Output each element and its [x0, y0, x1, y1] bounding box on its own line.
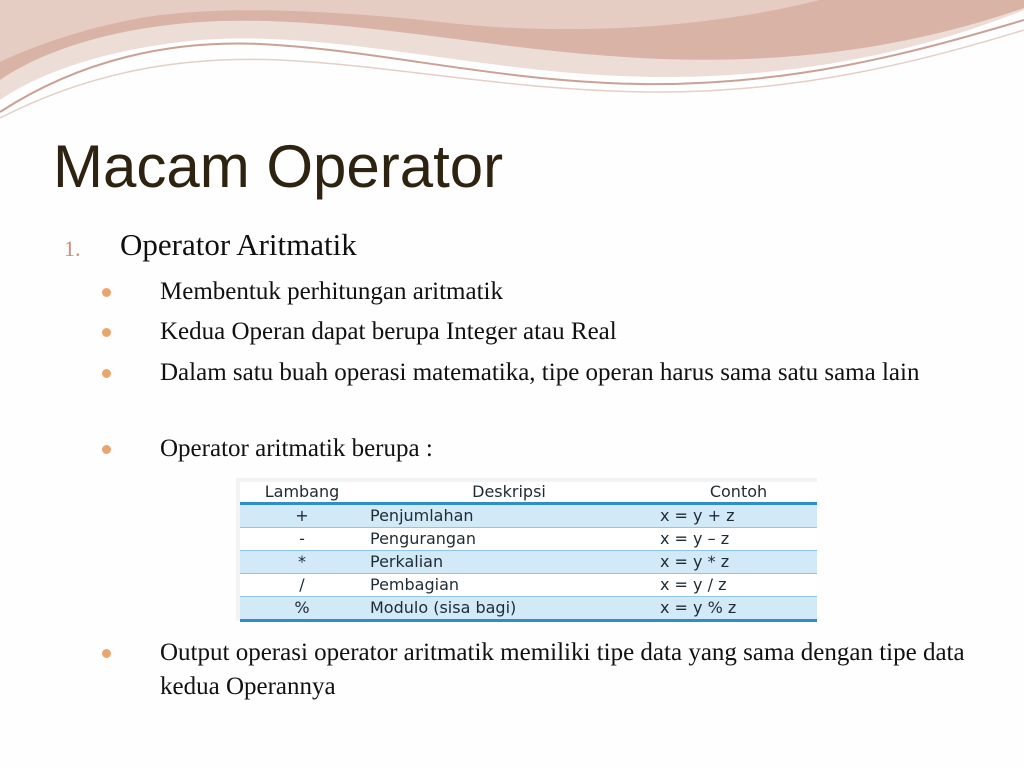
bullet-item: [160, 636, 980, 704]
table-cell: x = y % z: [654, 597, 817, 621]
table-cell: -: [240, 528, 364, 551]
bullet-text: Kedua Operan dapat berupa Integer atau Real: [160, 318, 617, 345]
table-cell: Perkalian: [364, 551, 654, 574]
table-cell: %: [240, 597, 364, 621]
table-header-cell: Deskripsi: [364, 482, 654, 504]
slide-title: Macam Operator: [53, 133, 504, 200]
table-cell: +: [240, 504, 364, 528]
table-cell: /: [240, 574, 364, 597]
table-cell: x = y + z: [654, 504, 817, 528]
bullet-text: Membentuk perhitungan aritmatik: [160, 278, 503, 305]
table-row: [240, 574, 817, 597]
operator-table-image: [236, 478, 817, 621]
table-row: [240, 504, 817, 528]
table-cell: x = y – z: [654, 528, 817, 551]
bullet-dot-icon: [102, 445, 111, 454]
table-header-cell: Contoh: [654, 482, 817, 504]
bullet-dot-icon: [102, 328, 111, 337]
bullet-item: [160, 275, 980, 309]
bullet-text: Operator aritmatik berupa :: [160, 435, 433, 462]
operator-table: [240, 482, 817, 622]
table-cell: *: [240, 551, 364, 574]
table-cell: Penjumlahan: [364, 504, 654, 528]
table-row: [240, 528, 817, 551]
bullet-item: [160, 315, 980, 349]
bullet-dot-icon: [102, 288, 111, 297]
table-row: [240, 597, 817, 621]
table-cell: x = y * z: [654, 551, 817, 574]
bullet-dot-icon: [102, 649, 111, 658]
table-row: [240, 551, 817, 574]
bullet-text: Output operasi operator aritmatik memiliki tipe data yang sama dengan tipe data kedua Operannya: [160, 639, 965, 700]
section-number: 1.: [64, 236, 81, 261]
bullet-dot-icon: [102, 369, 111, 378]
bullet-text: Dalam satu buah operasi matematika, tipe operan harus sama satu sama lain: [160, 359, 920, 386]
bullet-item: [160, 432, 980, 466]
section-heading: Operator Aritmatik: [120, 227, 357, 262]
bullet-item: [160, 356, 980, 390]
table-header-cell: Lambang: [240, 482, 364, 504]
header-swoosh-decoration: [0, 0, 1024, 130]
table-cell: Pembagian: [364, 574, 654, 597]
table-cell: Pengurangan: [364, 528, 654, 551]
table-header-row: [240, 482, 817, 504]
table-cell: x = y / z: [654, 574, 817, 597]
table-cell: Modulo (sisa bagi): [364, 597, 654, 621]
